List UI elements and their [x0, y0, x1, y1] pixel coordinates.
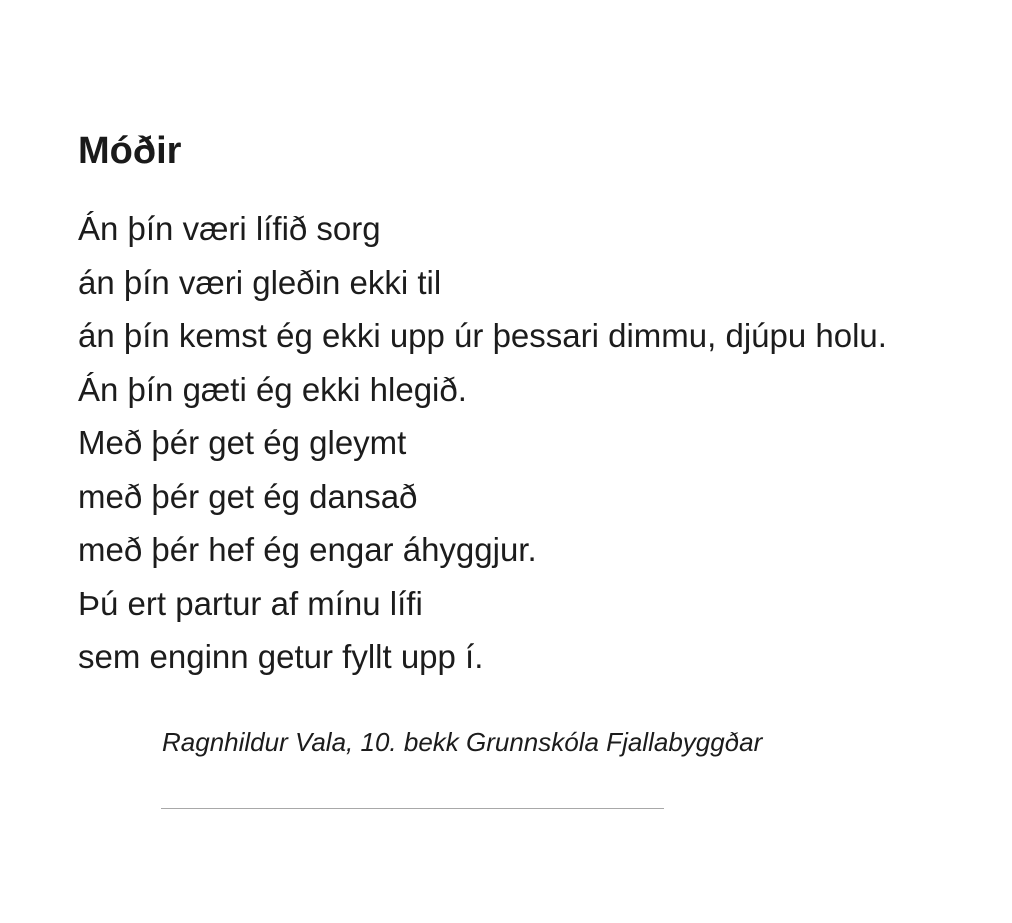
- poem-line: Þú ert partur af mínu lífi: [78, 584, 423, 622]
- poem-attribution: Ragnhildur Vala, 10. bekk Grunnskóla Fjallabyggðar: [162, 727, 763, 757]
- poem-line: Án þín gæti ég ekki hlegið.: [78, 370, 467, 408]
- poem-line: án þín kemst ég ekki upp úr þessari dimmu, djúpu holu.: [78, 317, 887, 354]
- poem-title: Móðir: [78, 130, 182, 172]
- divider-line: [161, 808, 664, 809]
- poem-line: Með þér get ég gleymt: [78, 424, 407, 461]
- poem-body: [78, 202, 887, 684]
- poem-line: með þér hef ég engar áhyggjur.: [78, 531, 537, 568]
- poem-line: með þér get ég dansað: [78, 477, 418, 515]
- poem-line: Án þín væri lífið sorg: [78, 210, 381, 247]
- poem-line: sem enginn getur fyllt upp í.: [78, 638, 484, 675]
- poem-line: án þín væri gleðin ekki til: [78, 263, 442, 301]
